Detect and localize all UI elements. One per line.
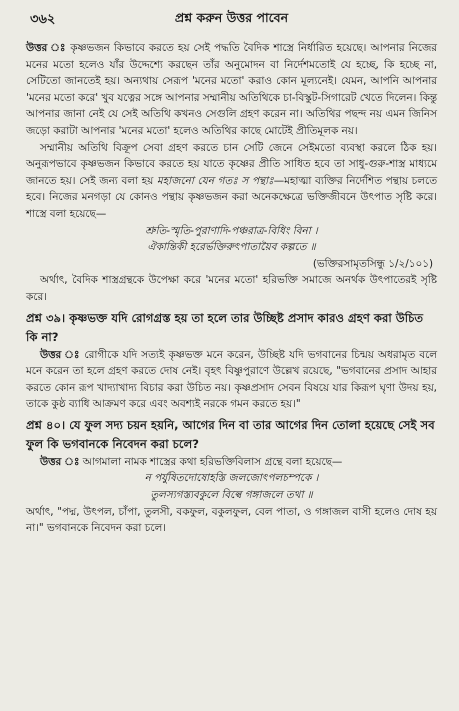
- verse-2-line-1: ন পর্যুষিতদোষোহস্তি জলজোৎপলচম্পকে ।: [144, 472, 319, 485]
- answer-39-label: উত্তর ঃ: [40, 348, 81, 361]
- answer-40: [26, 454, 437, 471]
- answer-40-label: উত্তর ঃ: [40, 455, 80, 468]
- verse-1-line-1: শ্রুতি-স্মৃতি-পুরাণাদি-পঞ্চরাত্র-বিধিং বিনা ।: [145, 224, 318, 237]
- answer-39: [26, 347, 437, 413]
- verse-meaning-paragraph: অর্থাৎ, বৈদিক শাস্ত্রগ্রন্থকে উপেক্ষা করে 'মনের মতো' হরিভক্তি সমাজে অনর্থক উৎপাতেরই সৃষ্টি করে।: [26, 274, 437, 303]
- answer-40-meaning: অর্থাৎ, "পদ্ম, উৎপল, চাঁপা, তুলসী, বকফুল, বকুলফুল, বেল পাতা, ও গঙ্গাজল বাসী হলেও দোষ হয় না।" ভগবানকে নিবেদন করা চলে।: [26, 505, 437, 535]
- guest-text-after: —মহাত্মা ব্যক্তির নির্দেশিত পন্থায় চলতে হবে। নিজের মনগড়া যে কোনও পন্থায় কৃষ্ণভজন করা অনেকক্ষেত্রে ভক্তিজীবনে উৎপাত সৃষ্টি করে। শাস্ত্রে বলা হয়েছে—: [26, 174, 437, 220]
- question-39: প্রশ্ন ৩৯। কৃষ্ণভক্ত যদি রোগগ্রস্ত হয় তা হলে তার উচ্ছিষ্ট প্রসাদ কারও গ্রহণ করা উচিত কি না?: [26, 310, 424, 344]
- question-40: প্রশ্ন ৪০। যে ফুল সদ্য চয়ন হয়নি, আগের দিন বা তার আগের দিন তোলা হয়েছে সেই সব ফুল কি ভগবানকে নিবেদন করা চলে?: [26, 417, 435, 451]
- page-header: [26, 0, 437, 40]
- answer-text: কৃষ্ণভজন কিভাবে করতে হয় সেই পদ্ধতি বৈদিক শাস্ত্রে নির্ধারিত হয়েছে। আপনার নিজের মনের মতো হলেও যাঁর উদ্দেশ্যে করছেন তাঁর অনুমোদন বা নির্দেশমতোই যে হচ্ছে, কি হচ্ছে না, সেটিতো জানতেই হয়। অন্যথায় সেরূপ 'মনের মতো' করাও কোন মূল্যনেই। যেমন, আপনি আপনার 'মনের মতো করে' খুব যত্নের সঙ্গে আপনার সম্মানীয় অতিথিকে চা-বিস্কুট-সিগারেট খেতে দিলেন। কিন্তু আপনার জানা নেই যে সেই অতিথি কখনও সেগুলি গ্রহণ করেন না। অতিথির পছন্দ নয় এমন জিনিস জড়ো করাটা আপনার 'মনের মতো' হলেও অতিথির কাছে মোটেই প্রীতিমূলক নয়।: [26, 42, 437, 137]
- answer-label: উত্তর ঃ: [26, 42, 67, 54]
- guest-text-before: সম্মানীয় অতিথি বিক্রূপ সেবা গ্রহণ করতে চান সেটি জেনে সেইমতো ব্যবস্থা করলে ঠিক হয়। অনুরূপভাবে কৃষ্ণভজন কিভাবে করতে হয় যাতে কৃষ্ণের প্রীতি সাধিত হবে তা সাধু-গুরু-শাস্ত্র মাধ্যমে জানতে হয়। সেই জন্য বলা হয়: [26, 141, 437, 187]
- mahajano-quote: মহাজনো যেন গতঃ স পন্থাঃ: [156, 174, 274, 187]
- answer-39-text: রোগীকে যদি সত্যই কৃষ্ণভক্ত মনে করেন, উচ্ছিষ্ট যদি ভগবানের চিন্ময় অধরামৃত বলে মনে করেন তা হলে গ্রহণ করতে দোষ নেই। বৃহৎ বিষ্ণুপুরাণে উল্লেখ রয়েছে, "ভগবানের প্রসাদ আহার করতে কোন রূপ খাদ্যাখাদ্য বিচার করা উচিত নয়। কৃষ্ণপ্রসাদ সেবন বিষয়ে যার কিরূপ ঘৃণা উদয় হয়, তাকে কুষ্ঠ ব্যাধি আক্রমণ করে এবং অবশ্যই নরকে গমন করতে হয়।": [26, 348, 437, 411]
- guest-paragraph: [26, 140, 437, 223]
- page-number: ৩৬২: [30, 12, 56, 27]
- answer-paragraph: [26, 40, 437, 140]
- answer-40-text: আগমালা নামক শাস্ত্রের কথা হরিভক্তিবিলাস গ্রন্থে বলা হয়েছে—: [79, 455, 343, 468]
- verse-1-citation: (ভক্তিরসামৃতসিন্ধু ১/২/১০১): [312, 257, 433, 270]
- verse-1-line-2: ঐকান্তিকী হরের্ভক্তিরুৎপাতায়ৈব কল্পতে ॥: [147, 241, 316, 254]
- verse-2-line-2: তুলস্যগস্ত্যবকুলে বিল্বে গঙ্গাজলে তথা ॥: [150, 489, 313, 502]
- running-title: প্রশ্ন করুন উত্তর পাবেন: [174, 10, 289, 25]
